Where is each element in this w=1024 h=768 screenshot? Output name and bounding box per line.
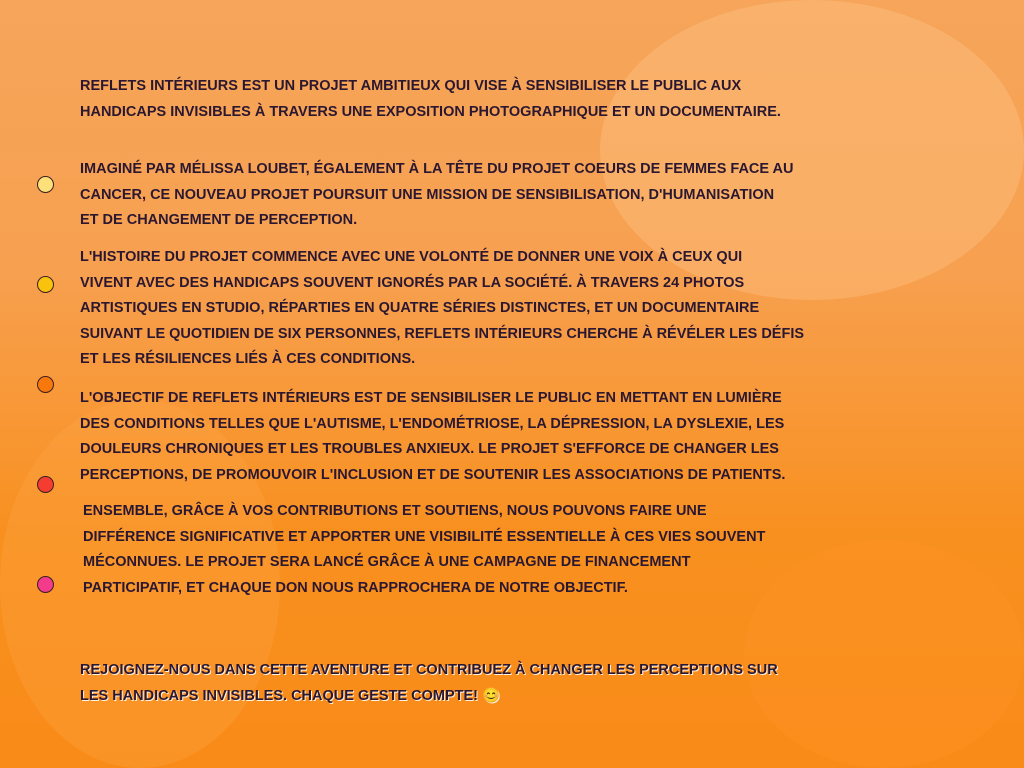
text-line: IMAGINÉ PAR MÉLISSA LOUBET, ÉGALEMENT À LA TÊTE DU PROJET COEURS DE FEMMES FACE AU <box>80 161 794 177</box>
bullet-dot-red <box>37 476 54 493</box>
bullet-dot-pink <box>37 576 54 593</box>
text-line: HANDICAPS INVISIBLES À TRAVERS UNE EXPOSITION PHOTOGRAPHIQUE ET UN DOCUMENTAIRE. <box>80 103 781 120</box>
text-line: L'HISTOIRE DU PROJET COMMENCE AVEC UNE VOLONTÉ DE DONNER UNE VOIX À CEUX QUI <box>80 249 743 265</box>
text-line: LES HANDICAPS INVISIBLES. CHAQUE GESTE COMPTE! 😊 <box>80 687 501 704</box>
text-line: PERCEPTIONS, DE PROMOUVOIR L'INCLUSION ET DE SOUTENIR LES ASSOCIATIONS DE PATIENTS. <box>80 466 786 483</box>
intro-paragraph <box>80 74 781 125</box>
text-line: DIFFÉRENCE SIGNIFICATIVE ET APPORTER UNE VISIBILITÉ ESSENTIELLE À CES VIES SOUVENT <box>83 528 766 545</box>
bullet-dot-yellow-light <box>37 176 54 193</box>
text-line: ET DE CHANGEMENT DE PERCEPTION. <box>80 212 358 229</box>
text-line: REFLETS INTÉRIEURS EST UN PROJET AMBITIEUX QUI VISE À SENSIBILISER LE PUBLIC AUX <box>80 78 742 94</box>
together-paragraph <box>83 499 765 601</box>
text-line: L'OBJECTIF DE REFLETS INTÉRIEURS EST DE SENSIBILISER LE PUBLIC EN METTANT EN LUMIÈRE <box>80 390 782 406</box>
text-line: ET LES RÉSILIENCES LIÉS À CES CONDITIONS. <box>80 351 416 368</box>
text-line: ENSEMBLE, GRÂCE À VOS CONTRIBUTIONS ET SOUTIENS, NOUS POUVONS FAIRE UNE <box>83 503 707 519</box>
text-line: DOULEURS CHRONIQUES ET LES TROUBLES ANXIEUX. LE PROJET S'EFFORCE DE CHANGER LES <box>80 441 779 458</box>
background-blob <box>744 540 1024 768</box>
closing-call-to-action <box>80 658 778 709</box>
text-line: REJOIGNEZ-NOUS DANS CETTE AVENTURE ET CONTRIBUEZ À CHANGER LES PERCEPTIONS SUR <box>80 662 778 678</box>
text-line: PARTICIPATIF, ET CHAQUE DON NOUS RAPPROCHERA DE NOTRE OBJECTIF. <box>83 579 628 596</box>
text-line: VIVENT AVEC DES HANDICAPS SOUVENT IGNORÉS PAR LA SOCIÉTÉ. À TRAVERS 24 PHOTOS <box>80 274 745 291</box>
text-line: DES CONDITIONS TELLES QUE L'AUTISME, L'ENDOMÉTRIOSE, LA DÉPRESSION, LA DYSLEXIE, LES <box>80 415 785 432</box>
text-line: ARTISTIQUES EN STUDIO, RÉPARTIES EN QUATRE SÉRIES DISTINCTES, ET UN DOCUMENTAIRE <box>80 300 760 317</box>
text-line: SUIVANT LE QUOTIDIEN DE SIX PERSONNES, REFLETS INTÉRIEURS CHERCHE À RÉVÉLER LES DÉFIS <box>80 325 805 342</box>
bullet-dot-orange <box>37 376 54 393</box>
objective-paragraph <box>80 386 785 488</box>
creator-paragraph <box>80 157 794 234</box>
text-line: CANCER, CE NOUVEAU PROJET POURSUIT UNE MISSION DE SENSIBILISATION, D'HUMANISATION <box>80 186 775 203</box>
text-line: MÉCONNUES. LE PROJET SERA LANCÉ GRÂCE À UNE CAMPAGNE DE FINANCEMENT <box>83 554 691 571</box>
bullet-dot-yellow <box>37 276 54 293</box>
history-paragraph <box>80 245 804 373</box>
